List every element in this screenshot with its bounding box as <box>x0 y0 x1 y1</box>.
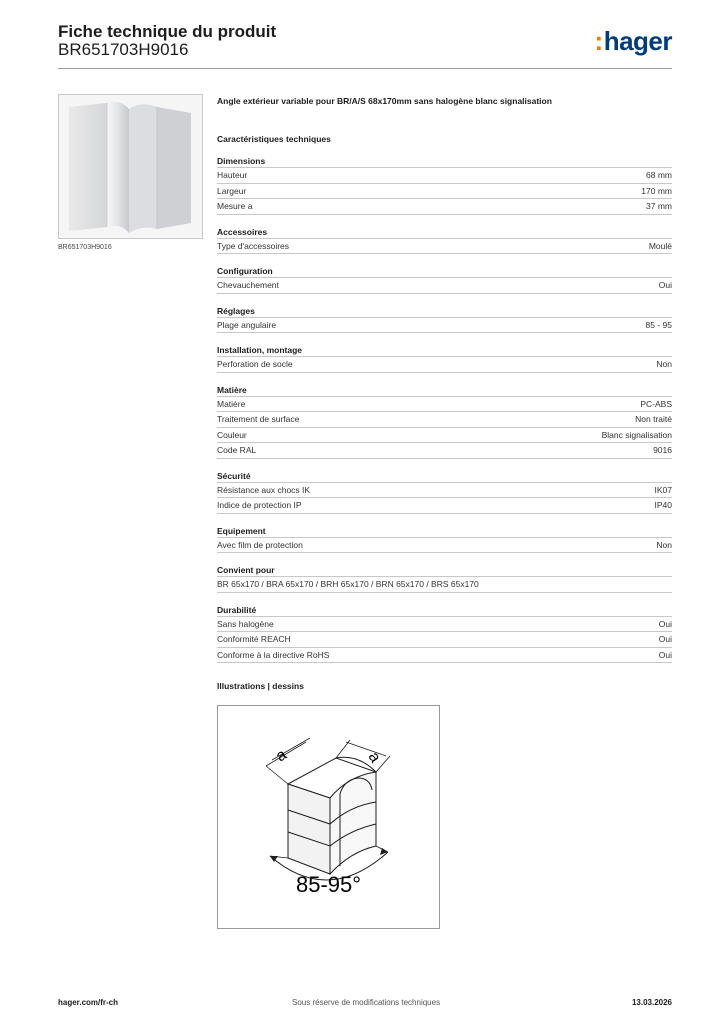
spec-value: Non <box>656 359 672 369</box>
section-durabilite <box>217 605 672 664</box>
spec-value: Moulé <box>648 240 672 251</box>
spec-value: Oui <box>658 280 672 290</box>
spec-label: Largeur <box>217 185 247 196</box>
spec-label: BR 65x170 / BRA 65x170 / BRH 65x170 / BRN 65x170 / BRS 65x170 <box>217 579 479 589</box>
spec-row <box>217 239 672 255</box>
product-image <box>58 94 203 239</box>
spec-value: Oui <box>658 634 672 644</box>
hager-logo <box>595 26 672 57</box>
spec-section <box>217 156 672 215</box>
technical-drawing <box>217 705 440 929</box>
spec-row <box>217 443 672 459</box>
spec-label: Chevauchement <box>217 280 279 290</box>
spec-value: IP40 <box>654 500 672 510</box>
spec-row <box>217 577 672 593</box>
angle-drawing <box>218 706 439 928</box>
spec-row <box>217 412 672 428</box>
spec-label: Résistance aux chocs IK <box>217 484 311 495</box>
spec-value: PC-ABS <box>640 398 672 409</box>
spec-row <box>217 199 672 215</box>
footer-website: hager.com/fr-ch <box>58 998 119 1007</box>
spec-row <box>217 357 672 373</box>
logo-colon-icon: : <box>594 26 603 56</box>
durabilite-rows <box>217 617 672 664</box>
spec-label: Sans halogène <box>217 618 274 629</box>
spec-label: Hauteur <box>217 170 248 180</box>
spec-label: Indice de protection IP <box>217 500 302 510</box>
section-title: Equipement <box>217 526 672 538</box>
spec-row <box>217 397 672 413</box>
spec-section <box>217 306 672 334</box>
spec-label: Code RAL <box>217 445 257 455</box>
image-caption: BR651703H9016 <box>58 244 112 251</box>
spec-row <box>217 278 672 294</box>
spec-label: Traitement de surface <box>217 414 300 424</box>
spec-label: Plage angulaire <box>217 319 277 330</box>
characteristics-sections <box>217 156 672 553</box>
spec-section <box>217 227 672 255</box>
spec-label: Couleur <box>217 429 247 440</box>
spec-value: IK07 <box>654 484 672 495</box>
page-title: Fiche technique du produit <box>58 22 277 41</box>
footer-disclaimer: Sous réserve de modifications techniques <box>292 998 441 1007</box>
spec-row <box>217 648 672 664</box>
spec-label: Conforme à la directive RoHS <box>217 649 330 660</box>
section-title: Matière <box>217 385 672 397</box>
characteristics-title: Caractéristiques techniques <box>217 134 331 144</box>
spec-label: Conformité REACH <box>217 634 291 644</box>
spec-row <box>217 617 672 633</box>
spec-value: 170 mm <box>641 185 672 196</box>
spec-section <box>217 345 672 373</box>
spec-label: Mesure a <box>217 201 253 211</box>
spec-row <box>217 318 672 334</box>
spec-value: Non traité <box>635 414 672 424</box>
spec-value: Non <box>656 539 672 550</box>
section-title: Configuration <box>217 266 672 278</box>
spec-label: Type d'accessoires <box>217 240 290 251</box>
spec-value: 85 - 95 <box>645 319 672 330</box>
spec-value: Oui <box>658 618 672 629</box>
spec-value: Oui <box>658 649 672 660</box>
product-photo <box>59 95 202 238</box>
spec-value: 9016 <box>653 445 672 455</box>
spec-section <box>217 471 672 514</box>
header-divider <box>58 68 672 69</box>
section-title: Durabilité <box>217 605 672 617</box>
spec-row <box>217 483 672 499</box>
product-reference: BR651703H9016 <box>58 40 189 59</box>
spec-row <box>217 428 672 444</box>
product-description: Angle extérieur variable pour BR/A/S 68x170mm sans halogène blanc signalisation <box>217 96 552 106</box>
spec-section <box>217 526 672 554</box>
main-content <box>217 96 672 691</box>
section-title: Réglages <box>217 306 672 318</box>
spec-section <box>217 385 672 459</box>
spec-section <box>217 266 672 294</box>
section-title: Sécurité <box>217 471 672 483</box>
spec-row <box>217 538 672 554</box>
spec-row <box>217 168 672 184</box>
dimension-label-right: a <box>364 749 384 766</box>
spec-value: 37 mm <box>646 201 672 211</box>
section-title: Installation, montage <box>217 345 672 357</box>
footer-date: 13.03.2026 <box>631 998 672 1007</box>
spec-row <box>217 184 672 200</box>
spec-label: Perforation de socle <box>217 359 293 369</box>
spec-value: Blanc signalisation <box>601 429 672 440</box>
spec-row <box>217 632 672 648</box>
logo-text: hager <box>603 26 672 56</box>
section-title: Convient pour <box>217 565 672 577</box>
spec-label: Avec film de protection <box>217 539 303 550</box>
dimension-label-left: a <box>273 746 290 766</box>
section-title: Accessoires <box>217 227 672 239</box>
section-title: Dimensions <box>217 156 672 168</box>
angle-label: 85-95° <box>296 872 362 897</box>
spec-row <box>217 498 672 514</box>
illustrations-title: Illustrations | dessins <box>217 681 304 691</box>
spec-value: 68 mm <box>646 170 672 180</box>
section-convient <box>217 565 672 593</box>
spec-label: Matière <box>217 398 246 409</box>
